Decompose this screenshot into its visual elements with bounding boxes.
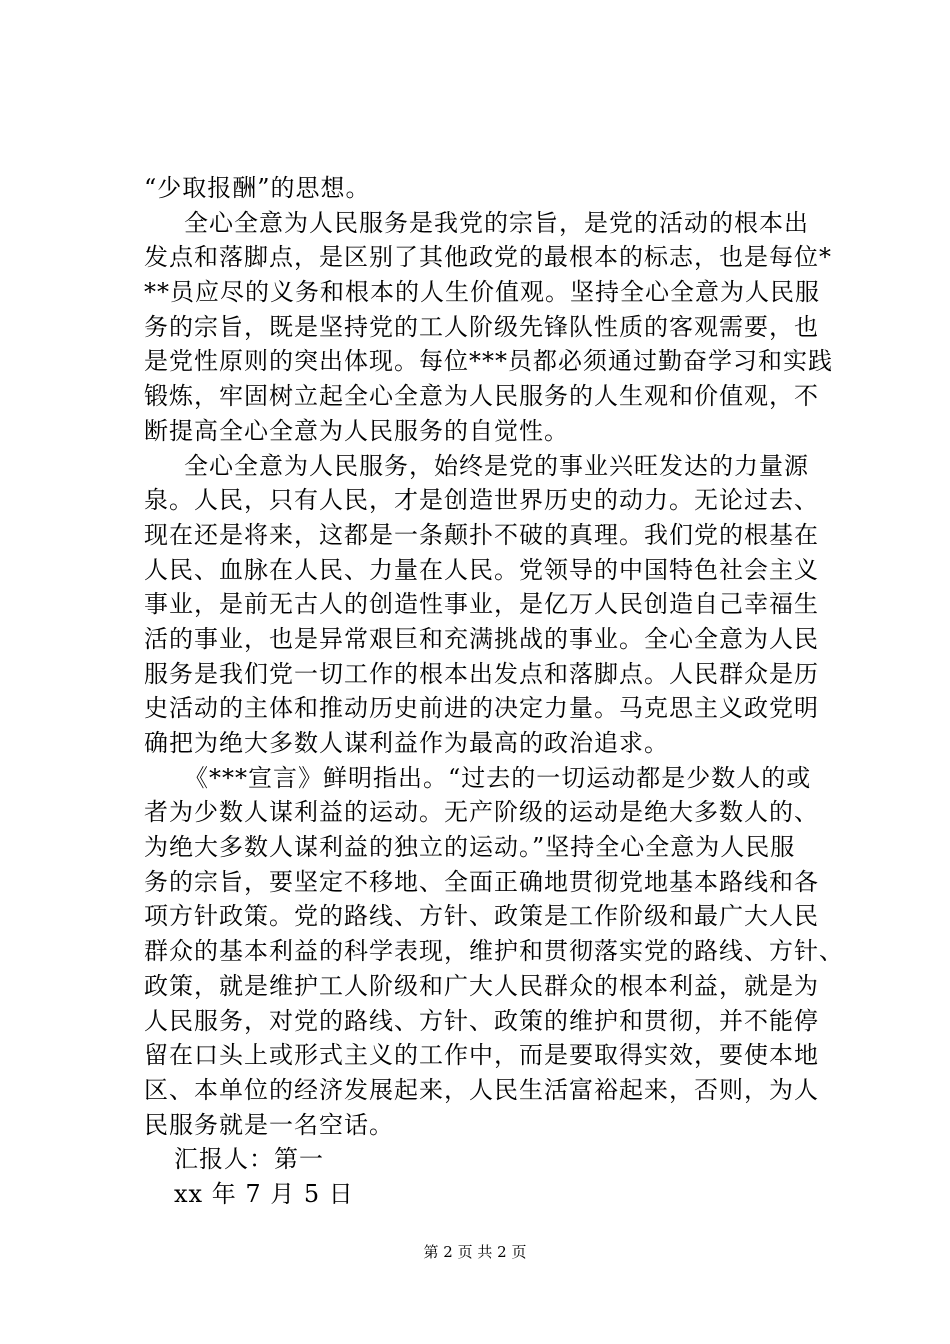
text-line: 确把为绝大多数人谋利益作为最高的政治追求。 [144,729,669,757]
text-line: 泉。人民，只有人民，才是创造世界历史的动力。无论过去、 [144,486,819,515]
text-line: 活的事业，也是异常艰巨和充满挑战的事业。全心全意为人民 [144,624,819,653]
text-line: 群众的基本利益的科学表现，维护和贯彻落实党的路线、方针、 [144,937,844,966]
text-line: 务的宗旨，既是坚持党的工人阶级先锋队性质的客观需要，也 [144,312,819,341]
text-line: 现在还是将来，这都是一条颠扑不破的真理。我们党的根基在 [144,520,819,549]
document-body [144,171,844,1212]
text-line: “少取报酬”的思想。 [144,174,371,202]
text-line: **员应尽的义务和根本的人生价值观。坚持全心全意为人民服 [144,278,820,307]
text-line: 是党性原则的突出体现。每位***员都必须通过勤奋学习和实践 [144,347,833,376]
text-line: 区、本单位的经济发展起来，人民生活富裕起来，否则，为人 [144,1075,819,1104]
text-line: 留在口头上或形式主义的工作中，而是要取得实效，要使本地 [144,1041,819,1070]
text-line: 民服务就是一名空话。 [144,1110,394,1139]
report-date: xx 年 7 月 5 日 [174,1179,354,1208]
text-line: 为绝大多数人谋利益的独立的运动。”坚持全心全意为人民服 [144,833,796,862]
text-line: 人民服务，对党的路线、方针、政策的维护和贯彻，并不能停 [144,1006,819,1035]
paragraph-start-line: 全心全意为人民服务是我党的宗旨，是党的活动的根本出 [184,208,809,237]
text-line: 人民、血脉在人民、力量在人民。党领导的中国特色社会主义 [144,555,819,584]
text-line: 史活动的主体和推动历史前进的决定力量。马克思主义政党明 [144,694,819,723]
reporter-signature: 汇报人：第一 [174,1145,324,1174]
text-line: 项方针政策。党的路线、方针、政策是工作阶级和最广大人民 [144,902,819,931]
text-line: 事业，是前无古人的创造性事业，是亿万人民创造自己幸福生 [144,590,819,619]
paragraph-start-line: 《***宣言》鲜明指出。“过去的一切运动都是少数人的或 [184,763,812,792]
page-number-footer: 第 2 页 共 2 页 [423,1243,527,1261]
text-line: 锻炼，牢固树立起全心全意为人民服务的人生观和价值观，不 [144,382,819,411]
text-line: 务的宗旨，要坚定不移地、全面正确地贯彻党地基本路线和各 [144,867,819,896]
text-line: 服务是我们党一切工作的根本出发点和落脚点。人民群众是历 [144,659,819,688]
text-line: 者为少数人谋利益的运动。无产阶级的运动是绝大多数人的、 [144,798,819,827]
text-line: 政策，就是维护工人阶级和广大人民群众的根本利益，就是为 [144,971,819,1000]
text-line: 发点和落脚点，是区别了其他政党的最根本的标志，也是每位* [144,243,832,272]
text-line: 断提高全心全意为人民服务的自觉性。 [144,416,569,445]
paragraph-start-line: 全心全意为人民服务，始终是党的事业兴旺发达的力量源 [184,451,809,480]
